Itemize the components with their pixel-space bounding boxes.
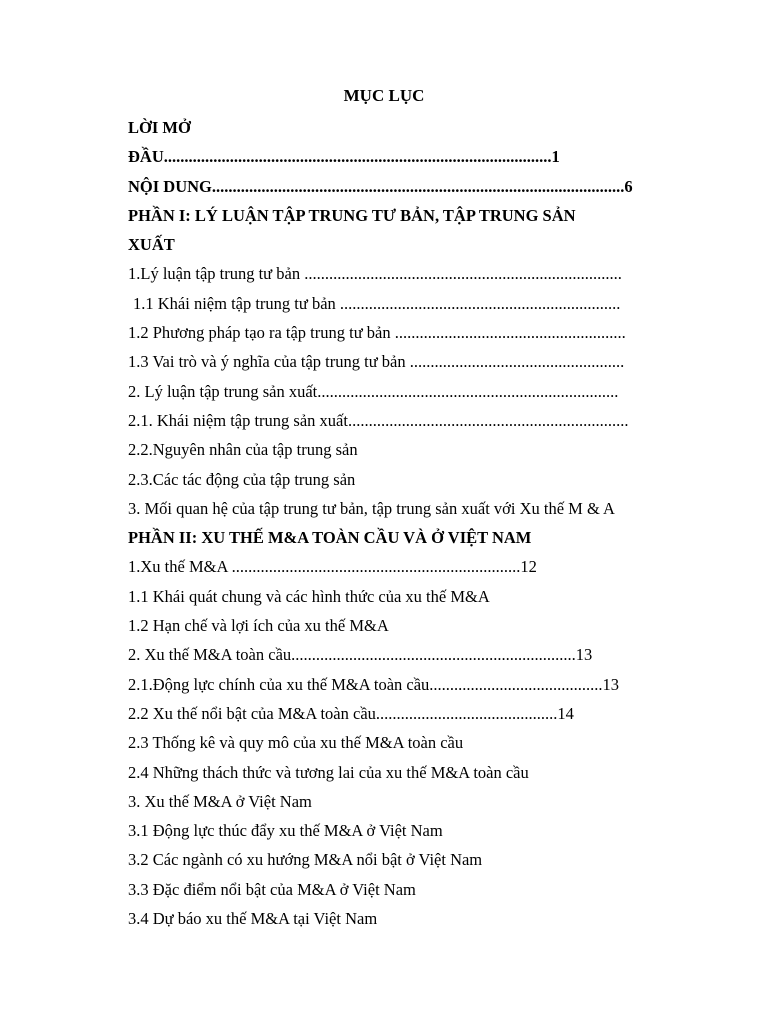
toc-entry: 1.2 Phương pháp tạo ra tập trung tư bản ........................................................ <box>128 323 626 343</box>
toc-entry: 2.3.Các tác động của tập trung sản <box>128 469 356 489</box>
toc-entry: 1.Xu thế M&A ......................................................................12 <box>128 557 537 577</box>
toc-entry: PHẦN II: XU THẾ M&A TOÀN CẦU VÀ Ở VIỆT NAM <box>128 528 532 548</box>
toc-entry: 3. Mối quan hệ của tập trung tư bản, tập trung sản xuất với Xu thế M & A <box>128 498 615 518</box>
toc-entry: LỜI MỞ <box>128 118 191 137</box>
page-title: MỤC LỤC <box>343 86 425 105</box>
toc-entry: 2.3 Thống kê và quy mô của xu thế M&A toàn cầu <box>128 733 464 753</box>
toc-entry: 2. Xu thế M&A toàn cầu.....................................................................13 <box>128 645 593 665</box>
toc-entry: 2.4 Những thách thức và tương lai của xu thế M&A toàn cầu <box>128 762 529 782</box>
toc-entry: 2.2 Xu thế nổi bật của M&A toàn cầu............................................14 <box>128 703 574 723</box>
toc-entry: 2.1. Khái niệm tập trung sản xuất.................................................................... <box>128 410 629 430</box>
toc-entry: NỘI DUNG....................................................................................................6 <box>128 176 633 196</box>
toc-entry: 3.4 Dự báo xu thế M&A tại Việt Nam <box>128 909 378 929</box>
toc-entry: 2. Lý luận tập trung sản xuất......................................................................... <box>128 381 619 401</box>
toc-entry: 3.2 Các ngành có xu hướng M&A nổi bật ở Việt Nam <box>128 850 483 870</box>
toc-entry: 1.1 Khái niệm tập trung tư bản .................................................................... <box>133 293 621 313</box>
toc-entry: ĐẦU..............................................................................................1 <box>128 147 560 167</box>
toc-entry: 2.2.Nguyên nhân của tập trung sản <box>128 440 358 460</box>
toc-entry: 1.3 Vai trò và ý nghĩa của tập trung tư bản .................................................... <box>128 352 625 372</box>
toc-entry: 1.2 Hạn chế và lợi ích của xu thế M&A <box>128 616 389 636</box>
toc-entry: XUẤT <box>128 235 175 255</box>
toc-entry: 1.1 Khái quát chung và các hình thức của xu thế M&A <box>128 586 490 606</box>
table-of-contents <box>128 113 718 933</box>
toc-entry: 3. Xu thế M&A ở Việt Nam <box>128 791 312 811</box>
toc-entry: 1.Lý luận tập trung tư bản ............................................................................. <box>128 264 622 284</box>
toc-entry: PHẦN I: LÝ LUẬN TẬP TRUNG TƯ BẢN, TẬP TRUNG SẢN <box>128 205 576 225</box>
toc-entry: 2.1.Động lực chính của xu thế M&A toàn cầu..........................................13 <box>128 674 620 694</box>
toc-entry: 3.3 Đặc điểm nổi bật của M&A ở Việt Nam <box>128 879 416 899</box>
toc-entry: 3.1 Động lực thúc đẩy xu thế M&A ở Việt Nam <box>128 821 443 841</box>
